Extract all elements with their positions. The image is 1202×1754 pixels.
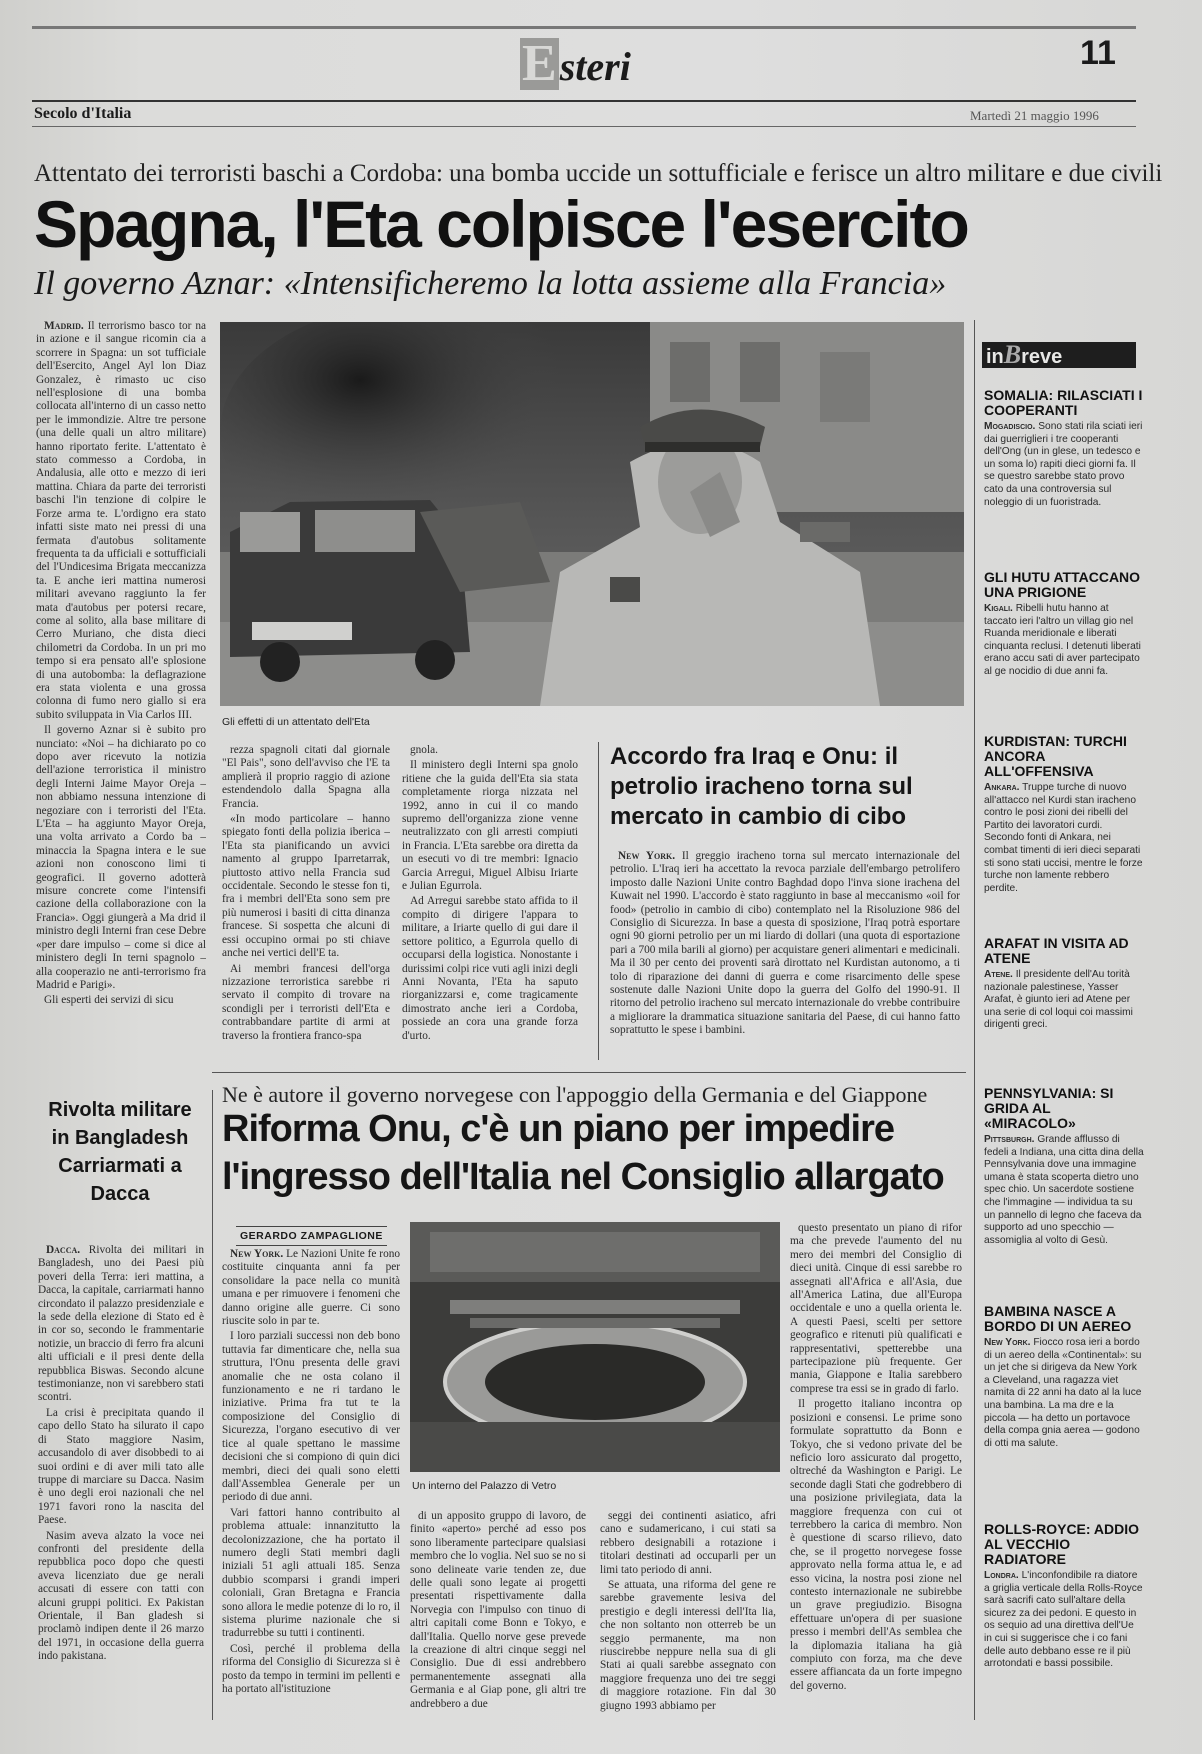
sidebar-left-rule bbox=[974, 320, 975, 1720]
brief-text: Il presidente dell'Au torità nazionale palestinese, Yasser Arafat, è giunto ieri ad Atene per una serie di col loqui coi massimi dirigenti greci. bbox=[984, 969, 1133, 1031]
brief-rolls-royce bbox=[984, 1522, 1144, 1722]
bangladesh-right-rule bbox=[212, 1090, 213, 1720]
brief-dateline: Ankara. bbox=[984, 782, 1020, 793]
brief-arafat bbox=[984, 936, 1144, 1076]
iraq-headline: Accordo fra Iraq e Onu: il petrolio iracheno torna sul mercato in cambio di cibo bbox=[610, 743, 913, 830]
lead-photo-caption: Gli effetti di un attentato dell'Eta bbox=[222, 716, 370, 728]
lead-col2-para1: rezza spagnoli citati dal giornale "El Pais", sono dell'avviso che l'E ta amplierà il proprio raggio di azione estendendolo dalla Spagna alla Francia. bbox=[222, 744, 390, 810]
in-breve-in: in bbox=[986, 346, 1004, 368]
section-name: steri bbox=[559, 44, 631, 89]
lead-col2-para2: «In modo particolare – hanno spiegato fonti della polizia iberica – l'Eta sta pianificando un avvici namento al gruppo Iparretarrak, piuttosto attivo nella Francia sud occidentale. Secondo le stesse fon ti, fra i membri dell'Eta sono sem pre più numerosi i basiti di citta dinanza francese. Si sospetta che alcuni di essi occupino ormai po sti chiave anche nei vertici dell'E ta. bbox=[222, 813, 390, 960]
lead-column-3 bbox=[402, 744, 578, 1062]
brief-text: Ribelli hutu hanno at taccato ieri l'altro un villag gio nel Ruanda meridionale e liberati cinquanta reclusi. I detenuti liberati erano accu sati di aver partecipato al ge nocidio di due anni fa. bbox=[984, 603, 1141, 677]
onu-column-1 bbox=[222, 1248, 400, 1720]
onu-headline-line-1: Riforma Onu, c'è un piano per impedire bbox=[222, 1108, 895, 1150]
lead-col1-para3: Gli esperti dei servizi di sicu bbox=[44, 994, 174, 1007]
iraq-text: Il greggio iracheno torna sul mercato internazionale del petrolio. L'Iraq ieri ha accettato la revoca parziale dell'embargo petrolifero imposto dalle Nazioni Unite contro Baghdad dopo l'inva sione irachena del Kuwait nel 1990. L'accordo è stato raggiunto in base al meccanismo «oil for food» (petrolio in cambio di cibo) contemplato nel la Risoluzione 986 del Consiglio di Sicurezza. In base a questa di sposizione, l'Iraq potrà esportare ogni 90 giorni petrolio per un mi liardo di dollari (una quota di esportazione pari a 700 mila barili al giorno) per acquistare generi alimentari e medicinali. Ma il 30 per cento dei proventi sarà dirottato nel Kurdistan autonomo, a ti tolo di riparazione dei danni di guerra e come risarcimento delle spese sostenute dalle Nazioni Unite dopo la guerra del Golfo del 1990-91. Il ritorno del petrolio iracheno sul mercato internazionale do vrebbe contribuire a migliorare la drammatica situazione sanitaria del Paese, di cui hanno fatto soprattutto le spese i bambini. bbox=[610, 850, 960, 1037]
onu-col4-para1: questo presentato un piano di rifor ma che prevede l'aumento del nu mero dei membri del Consiglio di dieci unità. Cinque di essi sarebbe ro assegnati all'Africa e all'Asia, due all'America Latina, due all'Europa occidentale e uno a quella orienta le. A questi Paesi, scelti per settore geografico e ritenuti più qualificati e rappresentativi, spetterebbe una partecipazione più frequente. Ger mania, Giappone e Italia sarebbero comprese tra essi se in grado di farlo. bbox=[790, 1222, 962, 1395]
bangladesh-dateline: Dacca. bbox=[46, 1244, 81, 1256]
iraq-dateline: New York. bbox=[618, 850, 676, 862]
onu-dateline: New York. bbox=[230, 1248, 284, 1260]
onu-photo bbox=[410, 1222, 780, 1472]
onu-column-3 bbox=[600, 1510, 776, 1720]
bomb-scene-image bbox=[220, 322, 964, 706]
onu-column-4 bbox=[790, 1222, 962, 1720]
onu-col3-para1: seggi dei continenti asiatico, afri cano e sudamericano, i cui stati sa rebbero designabili a rotazione i titolari destinati ad occuparli per un limi tato periodo di anni. bbox=[600, 1510, 776, 1576]
lead-col3-para3: Ad Arregui sarebbe stato affida to il compito di dirigere l'appara to militare, a Iriarte quello di gui dare il settore politico, a Egurrola quello di occuparsi della logistica. Nonostante i durissimi colpi rice vuti agli inizi degli Anni Novanta, l'Eta ha saputo riorganizzarsi e, come tragicamente dimostrato anche ieri a Cordoba, possiede an cora una grande forza d'urto. bbox=[402, 895, 578, 1042]
lead-dateline: Madrid. bbox=[44, 320, 84, 332]
page-number: 11 bbox=[1080, 34, 1116, 72]
header-rule-2 bbox=[32, 126, 1136, 127]
brief-title: KURDISTAN: TURCHI ANCORA ALL'OFFENSIVA bbox=[984, 733, 1127, 779]
brief-dateline: New York. bbox=[984, 1337, 1031, 1348]
top-rule bbox=[32, 26, 1136, 29]
onu-col1-para4: Così, perché il problema della riforma del Consiglio di Sicurezza si è posto da tempo in termini im pellenti e ha portato all'istituzione bbox=[222, 1642, 400, 1695]
lead-col1-text: Il terrorismo basco tor na in azione e il sangue ricomin cia a scorrere in Spagna: un sot tufficiale dell'Esercito, Angel Ayl lon Diaz Gonzalez, è rimasto uc ciso nell'esplosione di una bomba collocata all'interno di un casso netto per le immondizie. Altre tre persone (una delle quali un altro militare) hanno riportato ferite. L'attentato è stato commesso a Cordoba, in Andalusia, alle otto e mezzo di ieri mattina. Chiara da parte dei terroristi baschi l'in tenzione di colpire le Forze arma te. L'ordigno era stato infatti siste mato nei pressi di una fermata d'autobus solitamente frequenta ta da ufficiali e sottufficiali del l'Undicesima Brigata meccanizza ta. E anche ieri mattina numerosi militari avevano raggiunto la fer mata d'autobus per potersi recare, come al solito, alla base militare di Cerro Muriano, che dista dieci chilometri da Cordoba. In un pri mo tempo si era pensato all'e splosione di una autobomba: la deflagrazione era stata violenta e una grossa colonna di fumo nero giallo si era subito sviluppata in Via Carlos III. bbox=[36, 320, 206, 721]
onu-headline-line-2: l'ingresso dell'Italia nel Consiglio allargato bbox=[222, 1156, 944, 1198]
iraq-left-rule bbox=[598, 742, 599, 1060]
lead-headline: Spagna, l'Eta colpisce l'esercito bbox=[34, 187, 968, 261]
onu-col3-para2: Se attuata, una riforma del gene re sarebbe gravemente lesiva del prestigio e degli interessi dell'Ita lia, che non soltanto non otterreb be un seggio permanente, ma non riuscirebbe neppure nella sua di gli Stati ai quali sarebbe assegnato con maggiore frequenza uno dei tre seggi di maggiore rotazione. Fin dal 30 giugno 1993 abbiamo per bbox=[600, 1579, 776, 1712]
brief-text: Truppe turche di nuovo all'attacco nel Kurdi stan iracheno contro le posi zioni dei ribelli del Partito dei lavoratori curdi. Secondo fonti di Ankara, nei combat timenti di ieri dieci separati sti sono stati uccisi, mentre le forze turche non lamente rebbero perdite. bbox=[984, 782, 1143, 894]
bangladesh-headline: Rivolta militare in Bangladesh Carriarmati a Dacca bbox=[48, 1099, 192, 1205]
lead-kicker: Attentato dei terroristi baschi a Cordoba: una bomba uccide un sottufficiale e ferisce un altro militare e due civili bbox=[34, 160, 1163, 187]
lead-column-2 bbox=[222, 744, 390, 1062]
issue-date: Martedì 21 maggio 1996 bbox=[970, 108, 1099, 123]
bangladesh-body bbox=[38, 1244, 204, 1724]
brief-dateline: Atene. bbox=[984, 969, 1013, 980]
onu-byline: GERARDO ZAMPAGLIONE bbox=[236, 1226, 387, 1246]
lead-col3-para1: gnola. bbox=[410, 744, 438, 756]
brief-title: BAMBINA NASCE A BORDO DI UN AEREO bbox=[984, 1303, 1132, 1334]
section-title bbox=[520, 35, 631, 92]
brief-text: Sono stati rila sciati ieri dai guerriglieri i tre cooperanti dell'Ong (un in glese, un tedesco e un soma lo) rapiti dieci giorni fa. Il se questro sarebbe stato provo cato da una controversia sul noleggio di un fuoristrada. bbox=[984, 421, 1143, 508]
lead-photo bbox=[220, 322, 964, 706]
bangladesh-para3: Nasim aveva alzato la voce nei confronti del presidente della repubblica poco dopo che questi aveva licenziato due ge nerali accusati di essere con tatti con alcuni gruppi politici. Ex Pakistan Orientale, il Ban gladesh si proclamò indipen dente il 26 marzo del 1971, in occasione della guerra indo pakistana. bbox=[38, 1529, 204, 1663]
lower-section-rule bbox=[212, 1072, 966, 1073]
lead-col3-para2: Il ministero degli Interni spa gnolo ritiene che la guida dell'Eta sia stata completamente riorga nizzata nel 1992, anno in cui il co mando supremo dell'organizza zione venne neutralizzato con gli arresti compiuti in Francia. L'Eta sarebbe ora diretta da un esecuti vo di tre membri: Ignacio Garcia Arregui, Miguel Albisu Iriarte e Julian Egurrola. bbox=[402, 759, 578, 893]
iraq-body bbox=[610, 850, 960, 1062]
security-council-image bbox=[410, 1222, 780, 1472]
lead-column-1 bbox=[36, 320, 206, 1062]
in-breve-rest: reve bbox=[1021, 346, 1063, 368]
lead-subhead: Il governo Aznar: «Intensificheremo la lotta assieme alla Francia» bbox=[34, 265, 947, 302]
brief-text: L'inconfondibile ra diatore a griglia verticale della Rolls-Royce sarà sacrifi cato sull'altare della sicurez za dei pedoni. E questo in os sequio ad una direttiva dell'Ue in cui si suggerisce che i co fani delle auto debbano esse re il più arrotondati e bassi possibile. bbox=[984, 1570, 1143, 1670]
brief-text: Fiocco rosa ieri a bordo di un aereo della «Continental»: su un jet che si dirigeva da New York a Cleveland, una ragazza viet namita di 22 anni ha dato al la luce una bambina. La ma dre e la piccola — ha detto un portavoce della compa gnia aerea — godono di otti ma salute. bbox=[984, 1337, 1142, 1449]
bangladesh-text: Rivolta dei militari in Bangladesh, uno dei Paesi più poveri della Terra: ieri mattina, a Dacca, la capitale, carriarmati hanno circondato il palazzo presidenziale e la sede della elezione di Stato ed è in cor so, secondo le frammentarie notizie, un braccio di ferro fra alcuni alti ufficiali e il presi dente della repubblica Biswas. Secondo alcune testimonianze, non vi sarebbero stati scontri. bbox=[38, 1244, 204, 1404]
brief-kurdistan bbox=[984, 734, 1144, 930]
onu-col1-para3: Vari fattori hanno contribuito al problema attuale: innanzitutto la decolonizzazione, che ha portato il numero degli Stati membri dagli iniziali 51 agli attuali 185. Senza dubbio scomparsi i grandi imperi coloniali, Gran Bretagna e Francia sono allora le medie potenze di lo ro, il sistema plurime nazionale che si tradurrebbe su tutti i continenti. bbox=[222, 1506, 400, 1640]
bangladesh-para2: La crisi è precipitata quando il capo dello Stato ha silurato il capo di Stato maggiore Nasim, accusandolo di aver disobbedi to ai suoi ordini e di aver mili tato alle truppe di marciare su Dacca. Nasim è uno degli eroi nazionali che nel 1971 favori rono la nascita del Paese. bbox=[38, 1406, 204, 1527]
brief-dateline: Pittsburgh. bbox=[984, 1134, 1035, 1145]
brief-somalia bbox=[984, 388, 1144, 566]
brief-dateline: Londra. bbox=[984, 1570, 1019, 1581]
in-breve-cap: B bbox=[1003, 340, 1022, 369]
brief-title: PENNSYLVANIA: SI GRIDA AL «MIRACOLO» bbox=[984, 1085, 1114, 1131]
onu-photo-caption: Un interno del Palazzo di Vetro bbox=[412, 1480, 557, 1492]
brief-title: ROLLS-ROYCE: ADDIO AL VECCHIO RADIATORE bbox=[984, 1521, 1140, 1567]
onu-col1-para2: I loro parziali successi non deb bono tuttavia far dimenticare che, nella sua struttura, l'Onu presenta delle gravi anomalie che ne osta colano il funzionamento e ne ri tardano le iniziative. Prima fra tut te la composizione del Consiglio di Sicurezza, l'organo esecutivo di ver tice al quale spettano le massime decisioni che si compiono di quin dici membri, dieci dei quali sono eletti dall'Assemblea Generale per un periodo di due anni. bbox=[222, 1330, 400, 1504]
brief-text: Grande afflusso di fedeli a Indiana, una citta dina della Pennsylvania dove una immagine umana è stata scoperta dietro uno spec chio. Un sacerdote sostiene che l'immagine — individua ta su un pannello di legno che faceva da supporto ad uno specchio — assomiglia al volto di Gesù. bbox=[984, 1134, 1144, 1246]
section-initial: E bbox=[522, 35, 557, 92]
onu-kicker: Ne è autore il governo norvegese con l'appoggio della Germania e del Giappone bbox=[222, 1082, 928, 1107]
brief-title: GLI HUTU ATTACCANO UNA PRIGIONE bbox=[984, 569, 1141, 600]
brief-title: SOMALIA: RILASCIATI I COOPERANTI bbox=[984, 387, 1143, 418]
brief-hutu bbox=[984, 570, 1144, 728]
masthead: Secolo d'Italia bbox=[34, 105, 132, 122]
onu-col2-text: di un apposito gruppo di lavoro, de finito «aperto» perché ad esso pos sono liberamente partecipare qualsiasi membro che lo voglia. Nel suo se no si sono delineate varie tenden ze, due delle quali sono legate ai progetti presentati rispettivamente dalla Norvegia con l'impulso con tinuo di altri capitali come Bonn e Tokyo, e dall'Italia. Quello norve gese prevede la creazione di altri cinque seggi nel Consiglio. Due di essi andrebbero permanentemente assegnati alla Germania e al Giap pone, gli altri tre andrebbero a due bbox=[410, 1510, 586, 1710]
header-rule bbox=[32, 100, 1136, 102]
onu-col1-text: Le Nazioni Unite fe rono costituite cinquanta anni fa per consolidare la pace nella co munità umana e per rimuovere i fenomeni che danno origine alle guerre. Ci sono riuscite solo in par te. bbox=[222, 1248, 400, 1328]
brief-dateline: Mogadiscio. bbox=[984, 421, 1036, 432]
brief-dateline: Kigali. bbox=[984, 603, 1013, 614]
lead-col2-para3: Ai membri francesi dell'orga nizzazione terroristica sarebbe ri servato il compito di trovare na scondigli per i terroristi dell'Eta e contrabbandare partite di armi at traverso la frontiera franco-spa bbox=[222, 962, 390, 1042]
brief-title: ARAFAT IN VISITA AD ATENE bbox=[984, 935, 1129, 966]
lead-col1-para2: Il governo Aznar si è subito pro nunciato: «Noi – ha dichiarato po co dopo aver ricevuto la notizia dell'azione terroristica il ministro degli Interni Jaime Mayor Oreja – non abbiamo nessuna intenzione di negoziare con i terroristi del l'Eta. L'Eta – ha aggiunto Mayor Oreja, una volta arrivato a Cordo ba – minaccia la Spagna intera e le sue azioni non conoscono limi ti geografici. Il governo adotterà misure concrete come l'intensifi cazione della collaborazione con la Francia». Oggi giungerà a Ma drid il ministro degli Interni fran cese Debre «per dare impulso – come si dice al ministero degli In terni spagnolo – alla cooperazio ne anti-terrorismo fra Madrid e Parigi». bbox=[36, 724, 206, 991]
brief-bambina bbox=[984, 1304, 1144, 1516]
onu-col4-para2: Il progetto italiano incontra op posizioni e consensi. Le prime sono formulate soprattutto da Bonn e Tokyo, che si vedono private del be neficio loro assicurato dal progetto, oltreché da Washington e Parigi. Le seconde dagli Stati che godrebbero di una posizione privilegiata, data la maggiore frequenza con cui ot terrebbero la carica di membro. Non è questione di scarso rilievo, dato che, se il progetto norvegese fosse approvato nella forma attua le, e ad esso vicina, la nostra posi zione nel contesto internazionale ne subirebbe un grave pregiudizio. Bisogna effettuare un'opera di per suasione presso i membri dell'As semblea che la diplomazia italiana ha già compiuto con forza, ma che deve essere affiancata da un forte impegno del governo. bbox=[790, 1398, 962, 1692]
brief-pennsylvania bbox=[984, 1086, 1144, 1296]
in-breve-label bbox=[982, 342, 1136, 368]
onu-column-2 bbox=[410, 1510, 586, 1720]
